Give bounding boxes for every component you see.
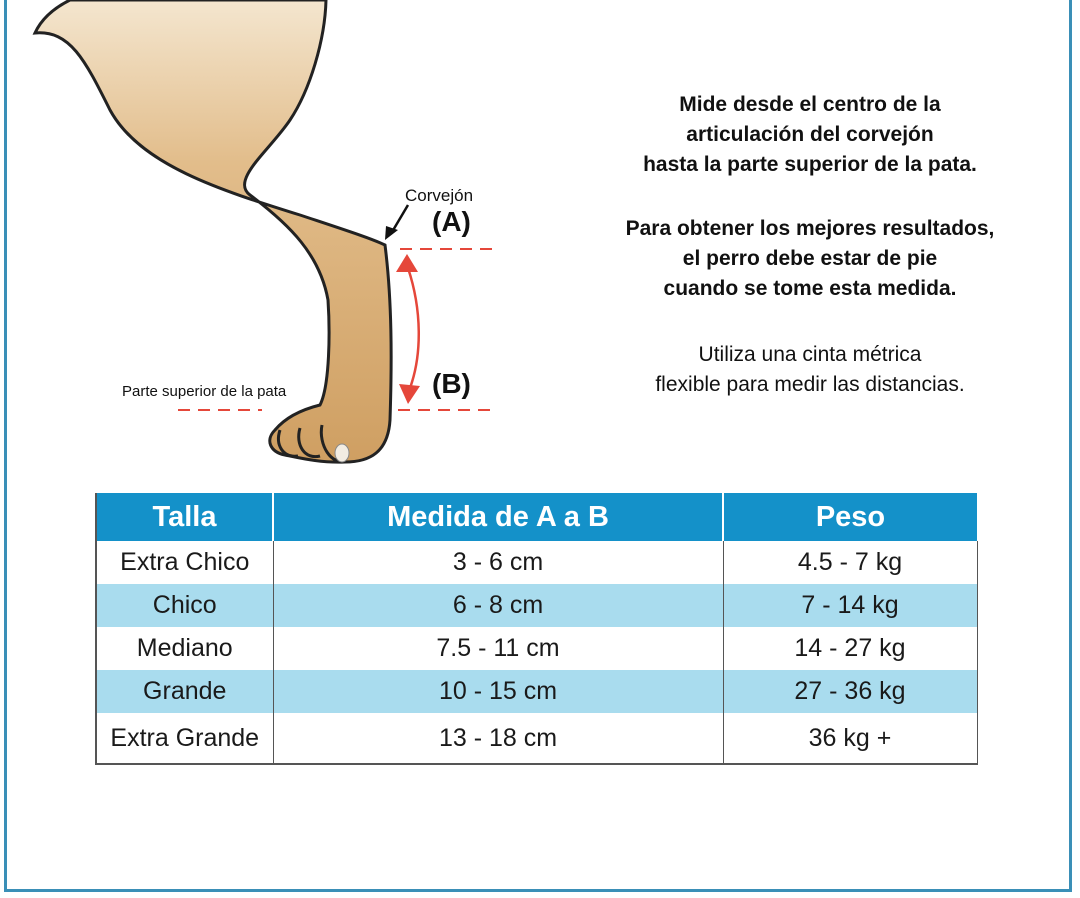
label-corvejon: Corvejón bbox=[405, 186, 474, 205]
dog-leg-illustration bbox=[0, 0, 520, 480]
header-peso: Peso bbox=[723, 493, 977, 541]
cell-measure: 13 - 18 cm bbox=[273, 713, 723, 764]
table-header-row bbox=[96, 493, 977, 541]
label-point-a: (A) bbox=[432, 206, 471, 237]
arrow-pointer-head bbox=[385, 226, 398, 240]
arrow-pointer-corvejon bbox=[392, 205, 408, 232]
measure-arrow bbox=[408, 268, 419, 388]
measure-arrow-head-top bbox=[396, 254, 418, 272]
table-row bbox=[96, 713, 977, 764]
header-talla: Talla bbox=[96, 493, 273, 541]
table-row bbox=[96, 627, 977, 670]
toenail bbox=[335, 444, 349, 462]
instruction-use-tape: Utiliza una cinta métrica flexible para medir las distancias. bbox=[655, 343, 965, 396]
header-medida: Medida de A a B bbox=[273, 493, 723, 541]
cell-size: Chico bbox=[96, 584, 273, 627]
cell-measure: 6 - 8 cm bbox=[273, 584, 723, 627]
cell-measure: 3 - 6 cm bbox=[273, 541, 723, 584]
cell-size: Extra Grande bbox=[96, 713, 273, 764]
cell-measure: 7.5 - 11 cm bbox=[273, 627, 723, 670]
cell-size: Mediano bbox=[96, 627, 273, 670]
table-row bbox=[96, 541, 977, 584]
cell-weight: 27 - 36 kg bbox=[723, 670, 977, 713]
cell-weight: 4.5 - 7 kg bbox=[723, 541, 977, 584]
table-row bbox=[96, 584, 977, 627]
cell-size: Extra Chico bbox=[96, 541, 273, 584]
cell-size: Grande bbox=[96, 670, 273, 713]
instruction-best-results: Para obtener los mejores resultados, el perro debe estar de pie cuando se tome esta medida. bbox=[625, 217, 995, 300]
cell-weight: 36 kg + bbox=[723, 713, 977, 764]
label-parte-superior: Parte superior de la pata bbox=[122, 383, 287, 400]
cell-weight: 7 - 14 kg bbox=[723, 584, 977, 627]
measure-arrow-head-bottom bbox=[399, 384, 420, 404]
size-chart-table bbox=[95, 493, 978, 765]
label-point-b: (B) bbox=[432, 368, 471, 399]
table-row bbox=[96, 670, 977, 713]
instruction-measure-from: Mide desde el centro de la articulación del corvejón hasta la parte superior de la pata. bbox=[643, 93, 977, 176]
cell-measure: 10 - 15 cm bbox=[273, 670, 723, 713]
cell-weight: 14 - 27 kg bbox=[723, 627, 977, 670]
